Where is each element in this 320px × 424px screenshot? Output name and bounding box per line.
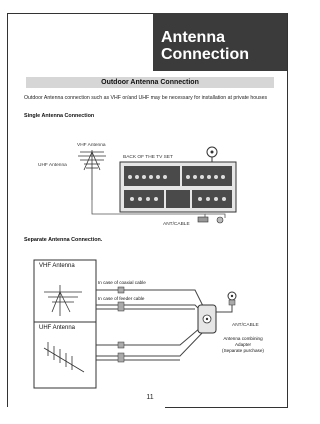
feeder-cable-label: In case of feeder cable	[98, 296, 145, 301]
uhf-antenna-box-label: UHF Antenna	[35, 323, 95, 333]
adapter-label-line2: Adapter	[234, 342, 252, 347]
adapter-label-line1: Antenna combining	[223, 336, 263, 341]
vhf-antenna-label: VHF Antenna	[77, 143, 106, 148]
coaxial-cable-label: In case of coaxial cable	[98, 280, 146, 285]
uhf-coax-cable	[96, 328, 200, 345]
back-of-tv-label: BACK OF THE TV SET	[123, 155, 173, 160]
ant-cable-label-2: ANT/CABLE	[232, 323, 259, 328]
intro-text: Outdoor Antenna connection such as VHF or/and UHF may be necessary for installation at private houses	[24, 95, 268, 101]
adapter-label	[216, 336, 270, 354]
uhf-antenna-icon	[44, 342, 84, 372]
single-antenna-title: Single Antenna Connection	[24, 113, 95, 119]
header-title-line2: Connection	[161, 46, 249, 63]
vhf-feeder-cable	[96, 305, 205, 315]
uhf-antenna-label: UHF Antenna	[38, 163, 67, 168]
vhf-antenna-box-label: VHF Antenna	[35, 261, 95, 271]
adapter-label-line3: (Separate purchase)	[222, 348, 264, 353]
ant-cable-label: ANT/CABLE	[163, 222, 190, 227]
uhf-feeder-cable	[96, 330, 205, 356]
page-number: 11	[146, 394, 154, 401]
section-title: Outdoor Antenna Connection	[26, 77, 274, 88]
vhf-antenna-icon	[44, 285, 82, 316]
header-title-line1: Antenna	[161, 29, 225, 46]
separate-antenna-title: Separate Antenna Connection.	[24, 237, 103, 243]
